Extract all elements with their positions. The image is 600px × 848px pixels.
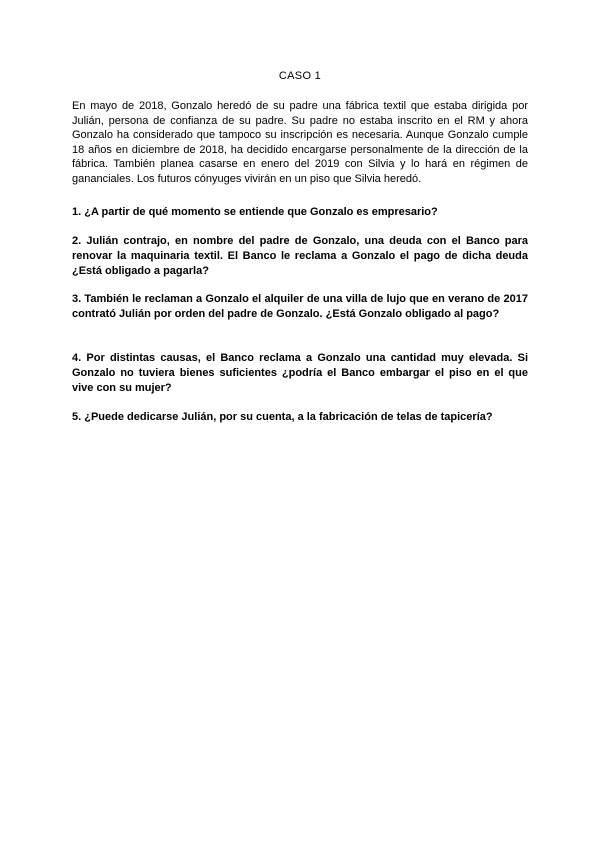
question-4: 4. Por distintas causas, el Banco reclama a Gonzalo una cantidad muy elevada. Si Gonzalo no tuviera bienes suficientes ¿podría el Banco embargar el piso en el que vive con su mujer? xyxy=(72,352,528,394)
question-3: 3. También le reclaman a Gonzalo el alquiler de una villa de lujo que en verano de 2017 contrató Julián por orden del padre de Gonzalo. ¿Está Gonzalo obligado al pago? xyxy=(72,293,528,320)
document-page xyxy=(72,0,528,848)
case-description: En mayo de 2018, Gonzalo heredó de su padre una fábrica textil que estaba dirigida por Julián, persona de confianza de su padre. Su padre no estaba inscrito en el RM y ahora Gonzalo ha considerado que tampoco su inscripción es necesaria. Aunque Gonzalo cumple 18 años en diciembre de 2018, ha decidido encargarse personalmente de la dirección de la fábrica. También planea casarse en enero del 2019 con Silvia y lo hará en régimen de gananciales. Los futuros cónyuges vivirán en un piso que Silvia heredó. xyxy=(72,100,528,185)
question-1: 1. ¿A partir de qué momento se entiende que Gonzalo es empresario? xyxy=(72,206,438,218)
question-5: 5. ¿Puede dedicarse Julián, por su cuenta, a la fabricación de telas de tapicería? xyxy=(72,411,493,423)
question-2: 2. Julián contrajo, en nombre del padre de Gonzalo, una deuda con el Banco para renovar la maquinaria textil. El Banco le reclama a Gonzalo el pago de dicha deuda ¿Está obligado a pagarla? xyxy=(72,235,528,277)
document-title: CASO 1 xyxy=(278,70,322,82)
